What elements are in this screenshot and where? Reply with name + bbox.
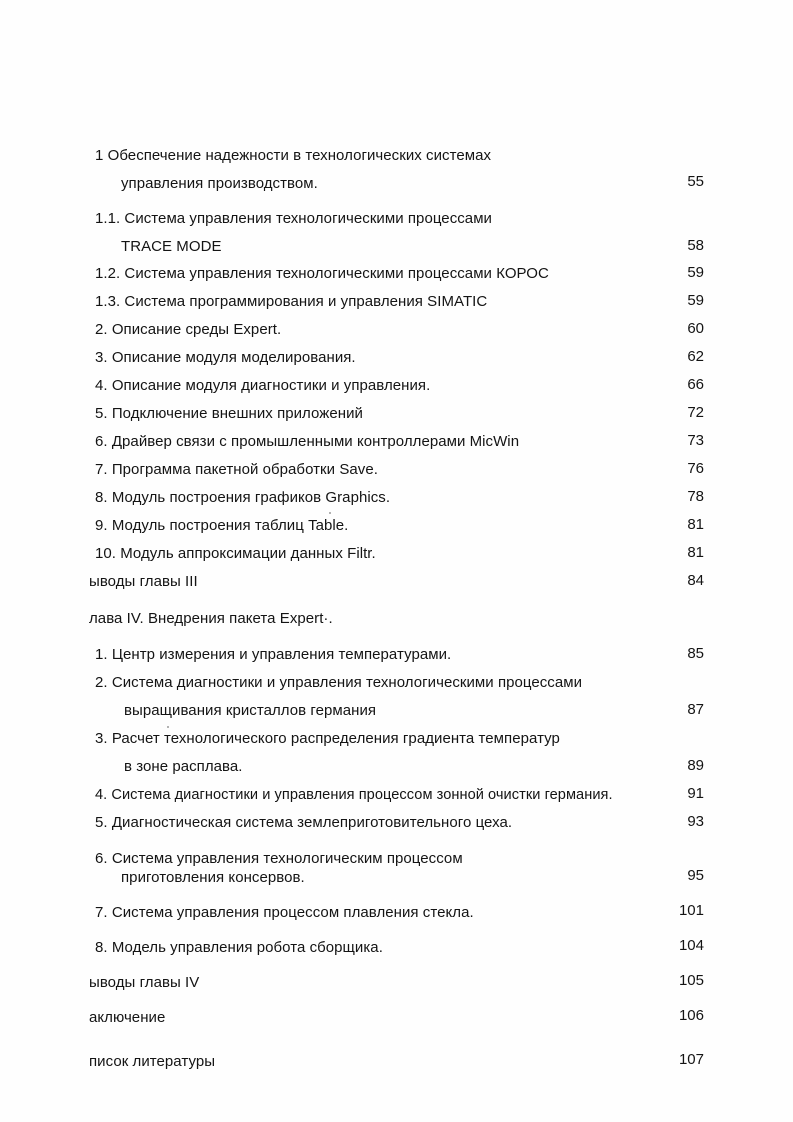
- toc-entry-text: 1.2. Система управления технологическими процессами КОРОС: [95, 265, 549, 282]
- toc-page-number: 60: [687, 320, 704, 337]
- toc-page-number: 87: [687, 701, 704, 718]
- toc-entry-text: 6. Система управления технологическим процессом: [95, 850, 463, 867]
- toc-entry-text: 8. Модель управления робота сборщика.: [95, 939, 383, 956]
- toc-page-number: 95: [687, 867, 704, 884]
- toc-page-number: 106: [678, 1007, 704, 1024]
- scan-speck: [167, 726, 169, 728]
- toc-page-number: 81: [687, 544, 704, 561]
- toc-page-number: 73: [687, 432, 704, 449]
- toc-entry-text: 2. Описание среды Expert.: [95, 321, 282, 338]
- toc-page-number: 58: [687, 237, 704, 254]
- toc-entry-text: 6. Драйвер связи с промышленными контроллерами MicWin: [95, 433, 520, 450]
- toc-page-number: 72: [687, 404, 704, 421]
- toc-entry-text: в зоне расплава.: [124, 758, 243, 775]
- toc-entry-text: 8. Модуль построения графиков Graphics.: [95, 489, 391, 506]
- scan-speck: [329, 512, 331, 514]
- toc-page-number: 93: [687, 813, 704, 830]
- toc-entry-text: 5. Диагностическая система землеприготовительного цеха.: [95, 814, 513, 831]
- toc-chapter-heading: лава IV. Внедрения пакета Expert·.: [89, 610, 333, 627]
- toc-page-number: 105: [678, 972, 704, 989]
- toc-page-number: 104: [678, 937, 704, 954]
- toc-entry-text: управления производством.: [121, 175, 318, 192]
- toc-page-number: 91: [687, 785, 704, 802]
- toc-entry-text: 9. Модуль построения таблиц Table.: [95, 517, 349, 534]
- toc-page-number: 76: [687, 460, 704, 477]
- toc-page-number: 78: [687, 488, 704, 505]
- toc-entry-text: 3. Описание модуля моделирования.: [95, 349, 356, 366]
- toc-page-number: 59: [687, 292, 704, 309]
- toc-entry-text: аключение: [89, 1009, 166, 1026]
- toc-entry-text: 5. Подключение внешних приложений: [95, 405, 363, 422]
- toc-page-number: 59: [687, 264, 704, 281]
- toc-page-number: 55: [687, 173, 704, 190]
- toc-entry-text: 1.3. Система программирования и управления SIMATIC: [95, 293, 488, 310]
- toc-page-number: 81: [687, 516, 704, 533]
- toc-entry-text: 10. Модуль аппроксимации данных Filtr.: [95, 545, 376, 562]
- toc-entry-text: писок литературы: [89, 1053, 216, 1070]
- toc-entry-text: TRACE MODE: [121, 238, 222, 255]
- toc-page-number: 101: [678, 902, 704, 919]
- toc-entry-text: 2. Система диагностики и управления технологическими процессами: [95, 674, 583, 691]
- toc-page-number: 85: [687, 645, 704, 662]
- toc-page-number: 66: [687, 376, 704, 393]
- toc-page-number: 84: [687, 572, 704, 589]
- toc-entry-text: 3. Расчет технологического распределения градиента температур: [95, 730, 560, 747]
- toc-page-number: 107: [678, 1051, 704, 1068]
- toc-entry-text: 7. Программа пакетной обработки Save.: [95, 461, 378, 478]
- toc-entry-text: ыводы главы III: [89, 573, 198, 590]
- toc-entry-text: приготовления консервов.: [121, 869, 305, 886]
- toc-entry-text: 7. Система управления процессом плавления стекла.: [95, 904, 474, 921]
- toc-page-number: 62: [687, 348, 704, 365]
- toc-page-number: 89: [687, 757, 704, 774]
- toc-entry-text: ыводы главы IV: [89, 974, 200, 991]
- toc-entry-text: выращивания кристаллов германия: [124, 702, 377, 719]
- toc-entry-text: 4. Система диагностики и управления процессом зонной очистки германия.: [95, 787, 613, 803]
- toc-entry-text: 1. Центр измерения и управления температурами.: [95, 646, 452, 663]
- toc-entry-text: 4. Описание модуля диагностики и управления.: [95, 377, 431, 394]
- toc-entry-text: 1 Обеспечение надежности в технологических системах: [95, 147, 492, 164]
- toc-entry-text: 1.1. Система управления технологическими процессами: [95, 210, 492, 227]
